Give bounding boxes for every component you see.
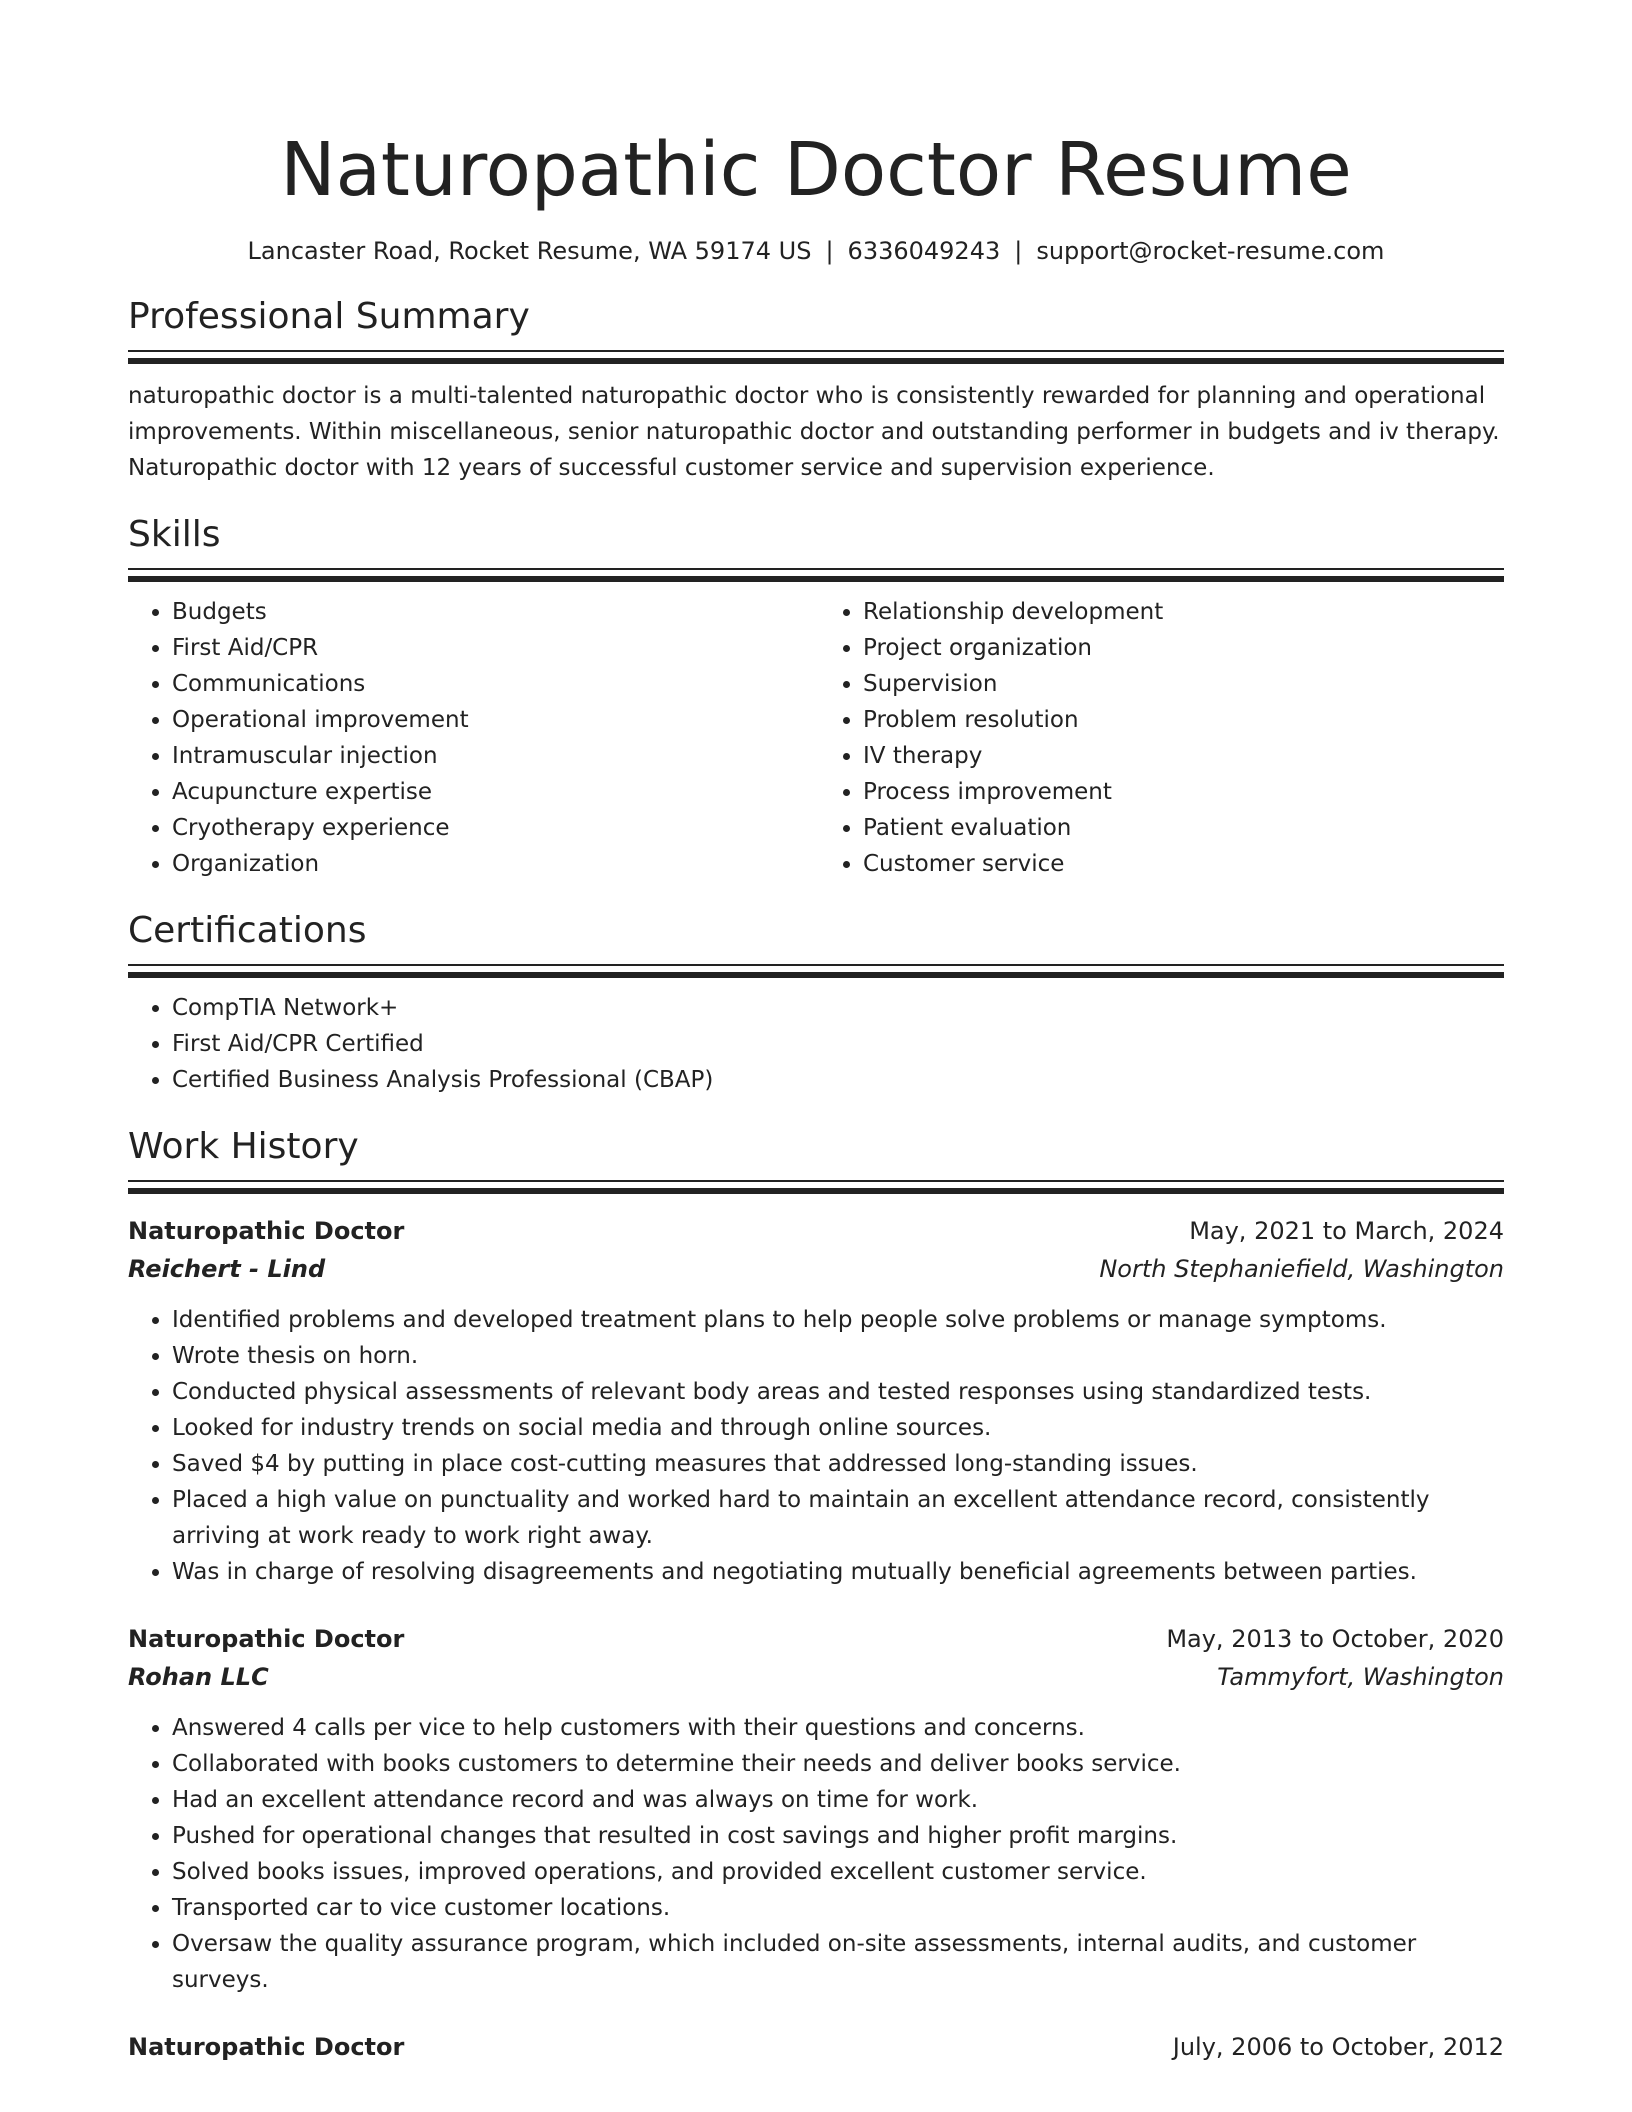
job-company: Rohan LLC [128,1663,269,1691]
job-bullet: • Conducted physical assessments of relevant body areas and tested responses using standardized tests. [172,1374,1504,1410]
job-bullets [128,1710,1504,1998]
skill-item: • Intramuscular injection [172,738,816,774]
section-rule [128,568,1504,570]
skill-item: • Cryotherapy experience [172,810,816,846]
section-rule-thick [128,576,1504,582]
skills-heading: Skills [128,514,221,555]
section-rule-thick [128,972,1504,978]
summary-text: naturopathic doctor is a multi-talented naturopathic doctor who is consistently rewarded for planning and operational improvements. Within miscellaneous, senior naturopathic doctor and outstanding performer in budgets and iv therapy. Naturopathic doctor with 12 years of successful customer service and supervision experience. [128,383,1500,481]
job-bullet: • Identified problems and developed treatment plans to help people solve problems or manage symptoms. [172,1302,1504,1338]
skill-item: • Communications [172,666,816,702]
skills-section [128,512,1504,882]
skill-item: • Customer service [863,846,1504,882]
job-dates: July, 2006 to October, 2012 [1172,2033,1504,2061]
job-dates: May, 2013 to October, 2020 [1166,1625,1504,1653]
job-bullets [128,1302,1504,1590]
job-bullet: • Looked for industry trends on social media and through online sources. [172,1410,1504,1446]
job-location: North Stephaniefield, Washington [1099,1255,1504,1283]
job-bullet: • Was in charge of resolving disagreements and negotiating mutually beneficial agreements between parties. [172,1554,1504,1590]
job-bullet: • Oversaw the quality assurance program, which included on-site assessments, internal audits, and customer surveys. [172,1926,1504,1998]
work-history-section [128,1124,1504,2066]
job-bullet: • Transported car to vice customer locations. [172,1890,1504,1926]
skill-item: • Process improvement [863,774,1504,810]
certifications-list [128,990,1504,1098]
section-rule-thick [128,358,1504,364]
contact-line [128,234,1504,268]
skill-item: • Acupuncture expertise [172,774,816,810]
job-header-row [128,2028,1504,2066]
skill-item: • Relationship development [863,594,1504,630]
job-title: Naturopathic Doctor [128,1217,405,1245]
job-company-row [128,1250,1504,1288]
section-rule [128,350,1504,352]
job-header-row [128,1620,1504,1658]
job-bullet: • Saved $4 by putting in place cost-cutting measures that addressed long-standing issues. [172,1446,1504,1482]
job-bullet: • Had an excellent attendance record and was always on time for work. [172,1782,1504,1818]
job-entry [128,2028,1504,2066]
skills-list-right [816,594,1504,882]
resume-title: Naturopathic Doctor Resume [280,127,1352,213]
section-rule-thick [128,1188,1504,1194]
skills-list-left [128,594,816,882]
job-entry [128,1212,1504,1590]
job-bullet: • Collaborated with books customers to determine their needs and deliver books service. [172,1746,1504,1782]
skill-item: • Operational improvement [172,702,816,738]
certifications-heading: Certifications [128,910,367,951]
summary-section [128,294,1504,486]
job-bullet: • Placed a high value on punctuality and worked hard to maintain an excellent attendance record, consistently arriving at work ready to work right away. [172,1482,1504,1554]
skill-item: • Organization [172,846,816,882]
skill-item: • Project organization [863,630,1504,666]
certification-item: • CompTIA Network+ [172,990,1504,1026]
job-bullet: • Answered 4 calls per vice to help customers with their questions and concerns. [172,1710,1504,1746]
section-rule [128,1180,1504,1182]
summary-heading: Professional Summary [128,296,530,337]
certification-item: • Certified Business Analysis Professional (CBAP) [172,1062,1504,1098]
skill-item: • First Aid/CPR [172,630,816,666]
contact-separator: | [1014,237,1023,265]
job-bullet: • Solved books issues, improved operations, and provided excellent customer service. [172,1854,1504,1890]
skill-item: • Patient evaluation [863,810,1504,846]
work-history-heading: Work History [128,1126,359,1167]
contact-phone: 6336049243 [847,237,1001,265]
contact-separator: | [825,237,834,265]
certification-item: • First Aid/CPR Certified [172,1026,1504,1062]
job-header-row [128,1212,1504,1250]
job-title: Naturopathic Doctor [128,2033,405,2061]
section-rule [128,964,1504,966]
job-entry [128,1620,1504,1998]
skill-item: • Supervision [863,666,1504,702]
skill-item: • IV therapy [863,738,1504,774]
skills-columns [128,594,1504,882]
job-title: Naturopathic Doctor [128,1625,405,1653]
contact-email: support@rocket-resume.com [1036,237,1385,265]
job-company: Reichert - Lind [128,1255,326,1283]
job-dates: May, 2021 to March, 2024 [1189,1217,1504,1245]
job-company-row [128,1658,1504,1696]
contact-address: Lancaster Road, Rocket Resume, WA 59174 US [247,237,812,265]
job-bullet: • Pushed for operational changes that resulted in cost savings and higher profit margins. [172,1818,1504,1854]
resume-page [128,0,1504,2066]
job-location: Tammyfort, Washington [1217,1663,1504,1691]
job-bullet: • Wrote thesis on horn. [172,1338,1504,1374]
skill-item: • Problem resolution [863,702,1504,738]
skill-item: • Budgets [172,594,816,630]
certifications-section [128,908,1504,1098]
